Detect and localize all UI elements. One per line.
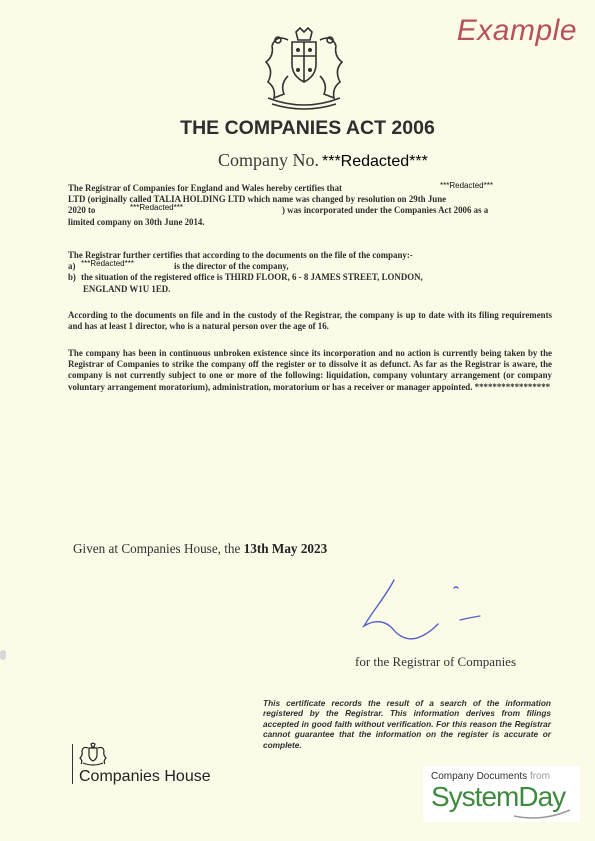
given-at-line [73,541,327,557]
companies-house-logo: Companies House [79,768,211,785]
redacted-director: ***Redacted*** [81,259,134,269]
filing-status-paragraph: According to the documents on file and in the custody of the Registrar, the company is up to date with its filing requirements and has at least 1 director, who is a natural person over the age of 16. [68,310,552,332]
systemday-from: from [529,771,550,782]
certification-paragraph [68,183,552,228]
systemday-swoosh-icon [512,808,572,820]
redacted-company-name: ***Redacted*** [440,181,493,190]
given-at-prefix: Given at Companies House, the [73,541,241,556]
redacted-new-name: ***Redacted*** [130,203,183,213]
scan-edge-mark [0,650,6,660]
company-number-label: Company No. [218,150,319,170]
issue-date: 13th May 2023 [243,541,328,556]
systemday-logo: SystemDay [431,781,566,812]
further-certification [68,250,552,295]
cert-line-2: LTD (originally called TALIA HOLDING LTD which name was changed by resolution on 29th June [68,194,447,205]
cert-line-4: limited company on 30th June 2014. [68,216,205,227]
companies-house-crest-icon [79,742,107,766]
registrar-caption: for the Registrar of Companies [355,654,517,669]
item-b-label: b) [68,272,76,283]
act-title: THE COMPANIES ACT 2006 [180,117,435,139]
cert-line-3-start: 2020 to [68,205,96,216]
disclaimer-text: This certificate records the result of a search of the information registered by the Registrar. This information derives from filings accepted in good faith without verification. For this reason the Registrar cannot guarantee that the information on the register is accurate or complete. [263,698,551,750]
example-watermark: Example [456,14,577,47]
company-number-value: ***Redacted*** [322,153,428,170]
company-number [218,150,428,171]
item-a-text: is the director of the company, [174,261,289,272]
companies-house-divider [72,744,73,784]
existence-paragraph: The company has been in continuous unbroken existence since its incorporation and no action is currently being taken by the Registrar of Companies to strike the company off the register or to dissolve it as defunct. As far as the Registrar is aware, the company is not currently subject to one or more of the following: liquidation, company voluntary arrangement (or company voluntary arrangement moratorium), administration, moratorium or has a receiver or manager appointed. ***************** [68,348,552,392]
cert-line-3-end: ) was incorporated under the Companies Act 2006 as a [282,205,489,216]
item-b-line-1: the situation of the registered office is THIRD FLOOR, 6 - 8 JAMES STREET, LONDON, [81,272,423,283]
item-a-label: a) [68,261,76,272]
further-intro: The Registrar further certifies that according to the documents on the file of the company:- [68,250,413,260]
item-b-line-2: ENGLAND W1U 1ED. [83,283,171,294]
systemday-tagline-text: Company Documents [431,771,528,782]
cert-line-1: The Registrar of Companies for England and Wales hereby certifies that [68,183,342,193]
registrar-signature [356,576,486,646]
royal-coat-of-arms-icon [258,26,350,112]
